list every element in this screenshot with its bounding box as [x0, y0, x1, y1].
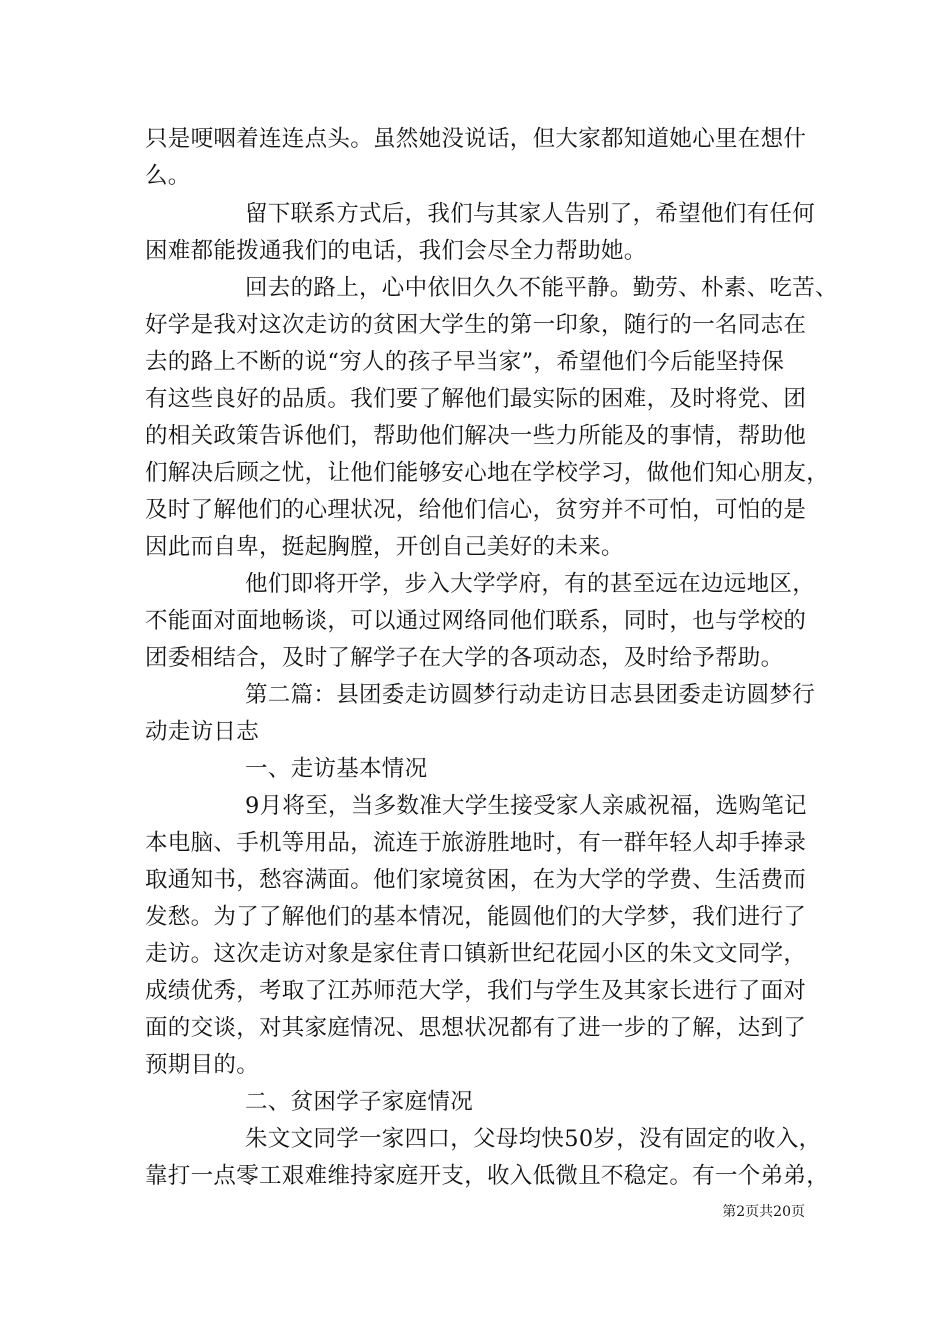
text-line-9: 的相关政策告诉他们，帮助他们解决一些力所能及的事情，帮助他 [145, 423, 807, 449]
text-line-23: 走访。这次走访对象是家住青口镇新世纪花园小区的朱文文同学， [145, 941, 807, 967]
text-line-26: 预期目的。 [145, 1052, 260, 1078]
text-line-28: 朱文文同学一家四口，父母均快50岁，没有固定的收入， [245, 1126, 822, 1152]
section-heading-part-two-cont: 动走访日志 [145, 719, 260, 745]
text-line-25: 面的交谈，对其家庭情况、思想状况都有了进一步的了解，达到了 [145, 1015, 807, 1041]
text-line-1: 只是哽咽着连连点头。虽然她没说话，但大家都知道她心里在想什 [145, 126, 807, 152]
text-line-11: 及时了解他们的心理状况，给他们信心，贫穷并不可怕，可怕的是 [145, 497, 807, 523]
text-line-6: 好学是我对这次走访的贫困大学生的第一印象，随行的一名同志在 [145, 312, 807, 338]
text-line-29: 靠打一点零工艰难维持家庭开支，收入低微且不稳定。有一个弟弟， [145, 1163, 830, 1189]
text-line-20: 本电脑、手机等用品，流连于旅游胜地时，有一群年轻人却手捧录 [145, 830, 807, 856]
text-line-4: 困难都能拨通我们的电话，我们会尽全力帮助她。 [145, 238, 647, 264]
text-line-8: 有这些良好的品质。我们要了解他们最实际的困难，及时将党、团 [145, 386, 807, 412]
section-heading-part-two: 第二篇：县团委走访圆梦行动走访日志县团委走访圆梦行 [245, 682, 816, 708]
text-line-19: 9月将至，当多数准大学生接受家人亲戚祝福，选购笔记 [245, 793, 807, 819]
text-line-12: 因此而自卑，挺起胸膛，开创自己美好的未来。 [145, 534, 624, 560]
text-line-10: 们解决后顾之忧，让他们能够安心地在学校学习，做他们知心朋友， [145, 460, 830, 486]
text-line-3: 留下联系方式后，我们与其家人告别了，希望他们有任何 [245, 201, 816, 227]
text-line-14: 不能面对面地畅谈，可以通过网络同他们联系，同时，也与学校的 [145, 608, 807, 634]
page-number-footer: 第2页共20页 [722, 1204, 805, 1220]
text-line-21: 取通知书，愁容满面。他们家境贫困，在为大学的学费、生活费而 [145, 867, 807, 893]
subheading-visit-overview: 一、走访基本情况 [245, 756, 428, 782]
text-line-5: 回去的路上，心中依旧久久不能平静。勤劳、朴素、吃苦、 [245, 275, 838, 301]
subheading-family-situation: 二、贫困学子家庭情况 [245, 1089, 474, 1115]
text-line-13: 他们即将开学，步入大学学府，有的甚至远在边远地区， [245, 571, 816, 597]
text-line-7: 去的路上不断的说“穷人的孩子早当家”，希望他们今后能坚持保 [145, 349, 785, 375]
text-line-15: 团委相结合，及时了解学子在大学的各项动态，及时给予帮助。 [145, 645, 784, 671]
text-line-2: 么。 [145, 163, 191, 189]
text-line-22: 发愁。为了了解他们的基本情况，能圆他们的大学梦，我们进行了 [145, 904, 807, 930]
text-line-24: 成绩优秀，考取了江苏师范大学，我们与学生及其家长进行了面对 [145, 978, 807, 1004]
